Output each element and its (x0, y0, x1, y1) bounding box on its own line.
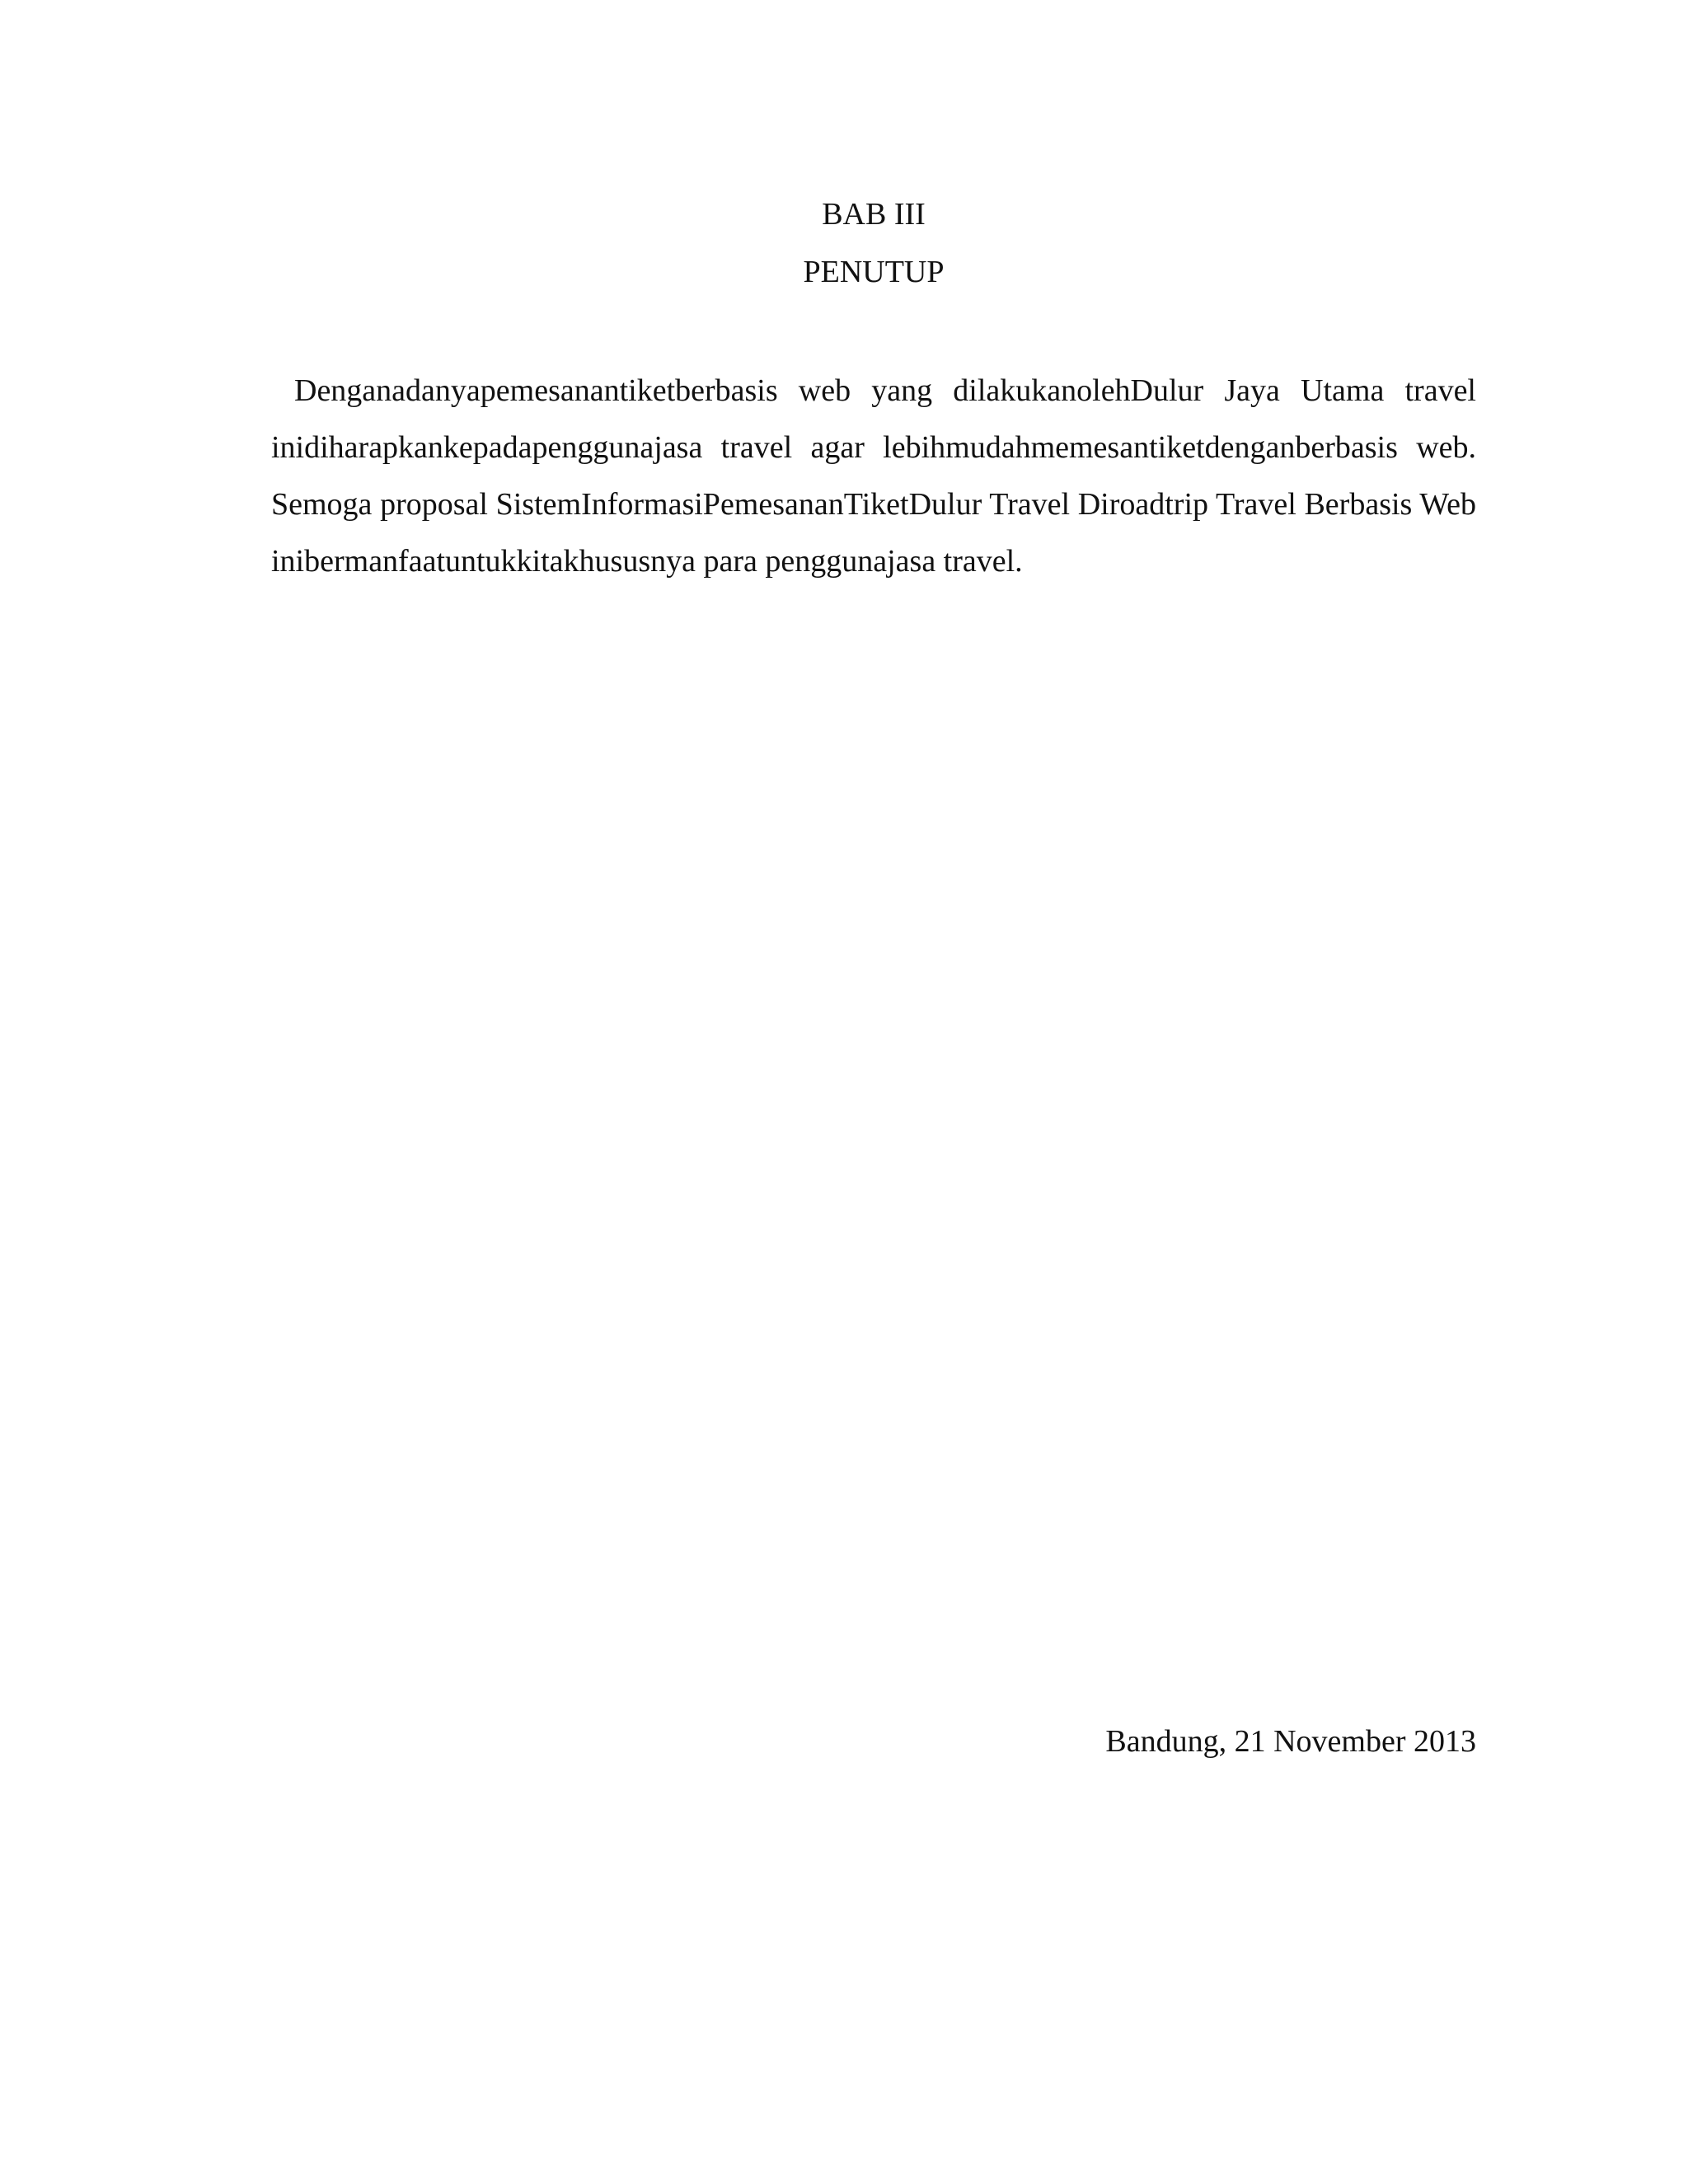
closing-paragraph: Denganadanyapemesanantiketberbasis web yang dilakukanolehDulur Jaya Utama travel inidiharapkankepadapenggunajasa travel agar lebihmudahmemesantiketdenganberbasis web. Semoga proposal SistemInformasiPemesananTiketDulur Travel Diroadtrip Travel Berbasis Web inibermanfaatuntukkitakhususnya para penggunajasa travel. (271, 373, 1476, 579)
chapter-title: PENUTUP (803, 255, 945, 289)
place-and-date: Bandung, 21 November 2013 (1105, 1724, 1476, 1759)
chapter-heading: BAB III (822, 197, 926, 232)
